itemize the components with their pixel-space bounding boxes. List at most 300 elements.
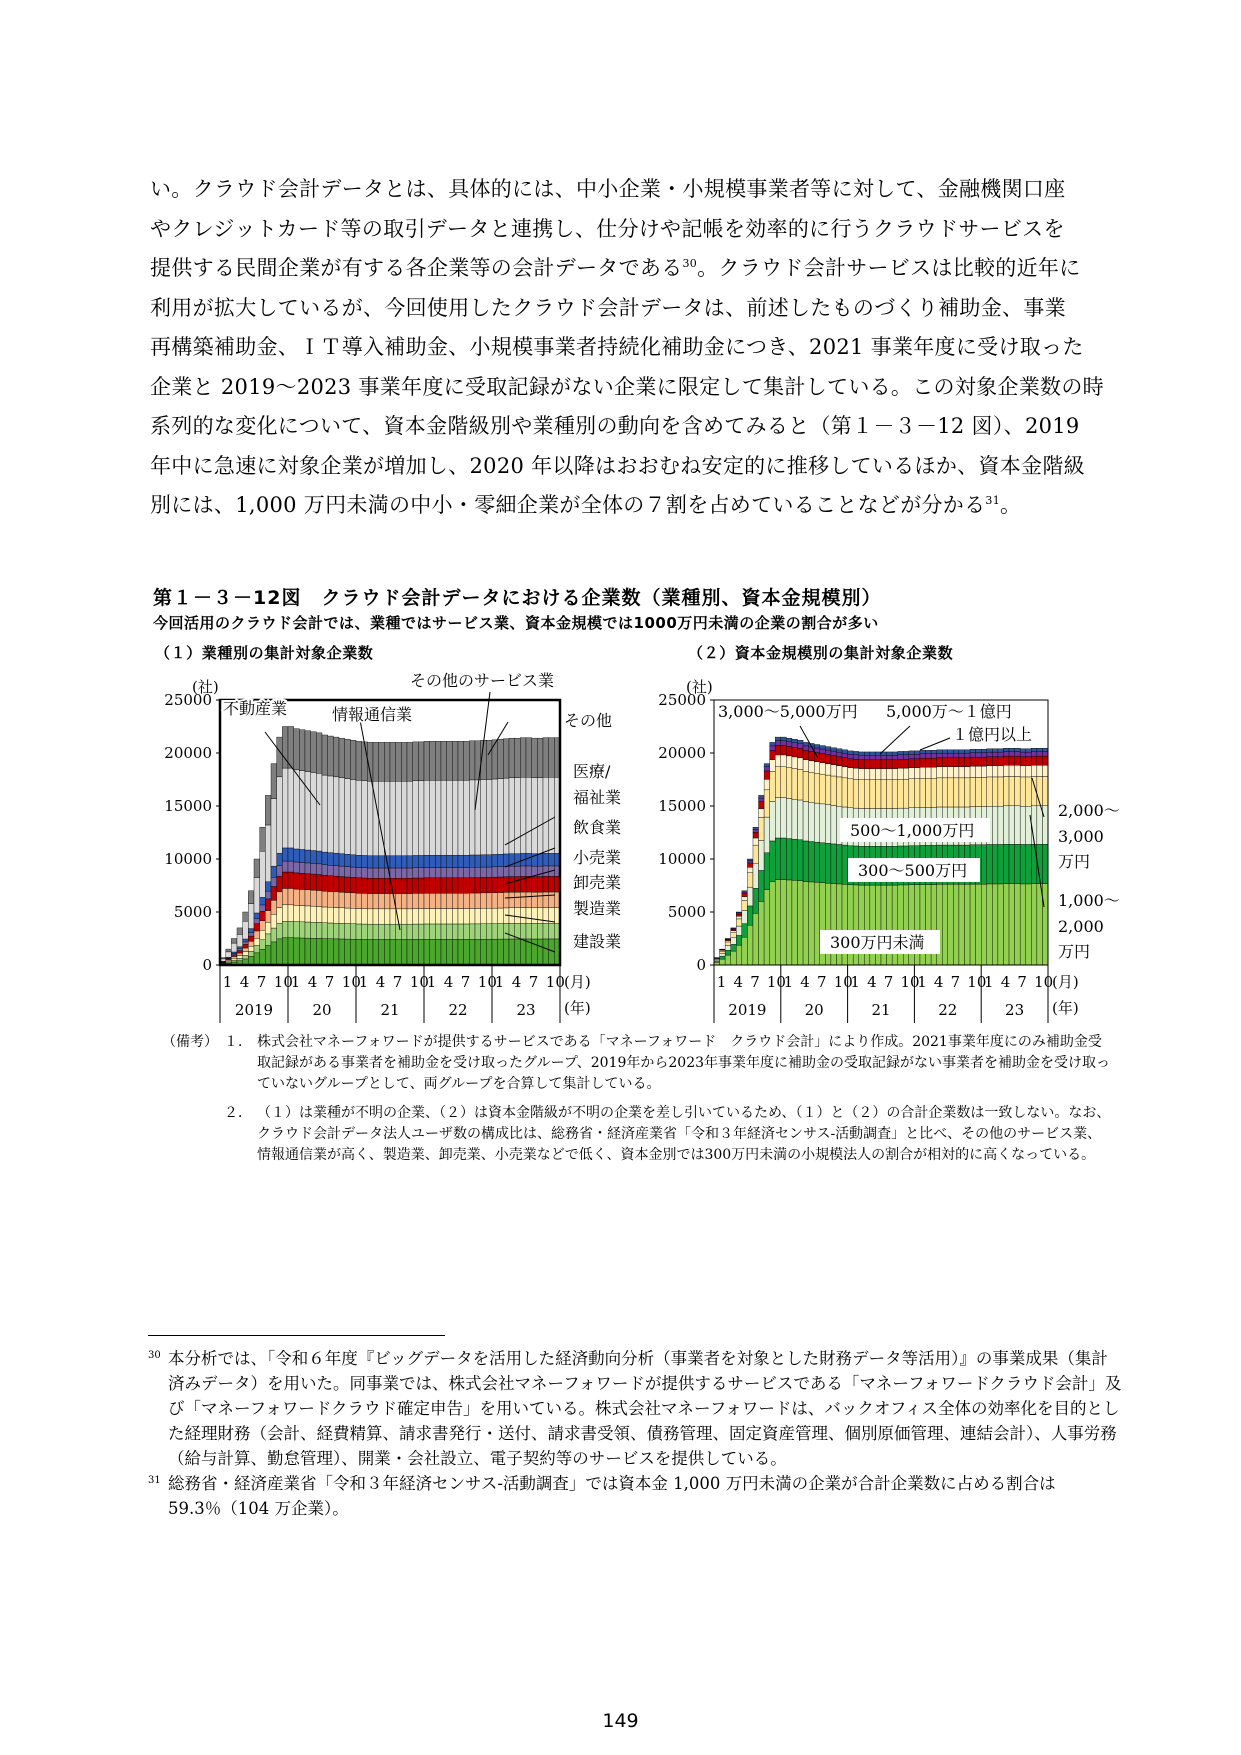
bar-segment: [526, 738, 532, 778]
bar-segment: [231, 960, 237, 962]
bar-segment: [870, 769, 876, 780]
bar-segment: [311, 772, 317, 850]
annotation-label: 2,000: [1058, 917, 1104, 936]
bar-segment: [294, 849, 300, 862]
bar-segment: [350, 877, 356, 892]
bar-segment: [288, 888, 294, 904]
bar-segment: [831, 748, 837, 751]
bar-segment: [328, 865, 334, 876]
x-tick-label: 7: [324, 973, 335, 991]
bar-segment: [424, 868, 430, 878]
bar-segment: [953, 758, 959, 767]
bar-segment: [526, 853, 532, 866]
bar-segment: [1026, 749, 1032, 752]
bar-segment: [481, 855, 487, 867]
bar-segment: [537, 923, 543, 939]
bar-segment: [294, 729, 300, 770]
bar-segment: [350, 924, 356, 939]
bar-segment: [237, 949, 243, 951]
bar-segment: [1003, 752, 1009, 757]
bar-segment: [753, 845, 759, 864]
x-tick-label: 10: [967, 973, 987, 991]
industry-bars: [220, 727, 560, 966]
bar-segment: [1026, 766, 1032, 777]
bar-segment: [1003, 765, 1009, 776]
bar-segment: [814, 882, 820, 965]
bar-segment: [742, 900, 748, 910]
bar-segment: [731, 933, 737, 938]
bar-segment: [1009, 752, 1015, 757]
bar-segment: [942, 884, 948, 965]
bar-segment: [316, 864, 322, 875]
bar-segment: [356, 868, 362, 878]
bar-segment: [311, 874, 317, 890]
bar-segment: [537, 854, 543, 866]
bar-segment: [942, 767, 948, 778]
bar-segment: [1037, 756, 1043, 765]
bar-segment: [481, 877, 487, 892]
bar-segment: [786, 742, 792, 747]
bar-segment: [526, 876, 532, 892]
bar-segment: [1015, 752, 1021, 757]
footnote-text: 総務省・経済産業省「令和３年経済センサス‐活動調査」では資本金 1,000 万円未満の企業が合計企業数に占める割合は 59.3％（104 万企業）。: [168, 1474, 1056, 1518]
bar-segment: [401, 924, 407, 939]
bar-segment: [288, 872, 294, 888]
bar-segment: [464, 878, 470, 893]
bar-segment: [418, 781, 424, 856]
bar-segment: [271, 942, 277, 965]
footnote-number: 31: [148, 1475, 161, 1486]
bar-segment: [520, 923, 526, 939]
bar-segment: [543, 777, 549, 853]
body-line: 再構築補助金、ＩＴ導入補助金、小規模事業者持続化補助金につき、2021 事業年度に受け取った: [150, 335, 1084, 359]
bar-segment: [469, 893, 475, 908]
bar-segment: [384, 894, 390, 909]
bar-segment: [747, 867, 753, 873]
bar-segment: [475, 855, 481, 867]
bar-segment: [959, 753, 965, 757]
bar-segment: [920, 778, 926, 807]
bar-segment: [892, 769, 898, 780]
bar-segment: [401, 856, 407, 868]
bar-segment: [407, 909, 413, 924]
page-number: 149: [602, 1710, 639, 1732]
bar-segment: [892, 755, 898, 759]
bar-segment: [1026, 752, 1032, 757]
footnote-ref-31[interactable]: 31: [985, 494, 1000, 507]
bar-segment: [887, 755, 893, 759]
bar-segment: [914, 754, 920, 758]
bar-segment: [407, 894, 413, 909]
bar-segment: [271, 866, 277, 877]
x-tick-label: 1: [426, 973, 437, 991]
bar-segment: [1026, 884, 1032, 965]
bar-segment: [464, 868, 470, 878]
bar-segment: [965, 778, 971, 807]
bar-segment: [316, 851, 322, 864]
bar-segment: [831, 805, 837, 843]
bar-segment: [864, 780, 870, 809]
bar-segment: [714, 961, 720, 962]
footnote-ref-30[interactable]: 30: [682, 257, 698, 270]
bar-segment: [1015, 756, 1021, 765]
bar-segment: [836, 757, 842, 766]
bar-segment: [909, 751, 915, 754]
bar-segment: [875, 760, 881, 769]
bar-segment: [464, 909, 470, 924]
bar-segment: [475, 908, 481, 923]
bar-segment: [998, 749, 1004, 752]
notes-head: （備考）: [162, 1034, 218, 1050]
bar-segment: [254, 931, 260, 938]
bar-segment: [447, 780, 453, 855]
x-year-label: 22: [448, 1001, 468, 1019]
y-tick-label: 5000: [667, 903, 706, 921]
bar-segment: [447, 878, 453, 893]
bar-segment: [720, 953, 726, 956]
bar-segment: [798, 740, 804, 744]
bar-segment: [537, 908, 543, 924]
bar-segment: [759, 795, 765, 798]
bar-segment: [814, 762, 820, 773]
bar-segment: [401, 868, 407, 878]
bar-segment: [424, 878, 430, 893]
bar-segment: [322, 735, 328, 775]
bar-segment: [356, 878, 362, 893]
bar-segment: [396, 924, 402, 939]
bar-segment: [339, 877, 345, 893]
bar-segment: [288, 905, 294, 921]
bar-segment: [959, 778, 965, 807]
bar-segment: [992, 749, 998, 752]
bar-segment: [311, 906, 317, 922]
bar-segment: [226, 952, 232, 957]
x-tick-label: 4: [800, 973, 810, 991]
bar-segment: [887, 760, 893, 769]
bar-segment: [492, 779, 498, 854]
bar-segment: [543, 939, 549, 965]
bar-segment: [903, 751, 909, 754]
bar-segment: [492, 908, 498, 924]
annotation-label: 5,000万～１億円: [886, 702, 1012, 721]
bar-segment: [339, 908, 345, 924]
bar-segment: [953, 750, 959, 753]
bar-segment: [237, 947, 243, 949]
bar-segment: [396, 894, 402, 909]
bar-segment: [549, 853, 555, 866]
bar-segment: [260, 905, 266, 911]
bar-segment: [435, 868, 441, 878]
bar-segment: [1042, 765, 1048, 776]
bar-segment: [948, 758, 954, 767]
bar-segment: [407, 939, 413, 965]
bar-segment: [384, 939, 390, 965]
bar-segment: [870, 752, 876, 755]
bar-segment: [909, 754, 915, 758]
bar-segment: [226, 949, 232, 952]
bar-segment: [396, 781, 402, 856]
x-tick-label: 4: [1000, 973, 1011, 991]
bar-segment: [770, 771, 776, 801]
bar-segment: [831, 844, 837, 884]
body-line: 企業と 2019～2023 事業年度に受取記録がない企業に限定して集計している。この対象企業数の時: [150, 374, 1104, 399]
bar-segment: [458, 741, 464, 780]
bar-segment: [948, 884, 954, 965]
bar-segment: [430, 855, 436, 867]
bar-segment: [299, 906, 305, 922]
bar-segment: [920, 750, 926, 753]
bar-segment: [764, 889, 770, 965]
annotation-label: 500～1,000万円: [850, 821, 975, 840]
x-year-unit-label: (年): [1052, 999, 1079, 1017]
bar-segment: [970, 749, 976, 752]
bar-segment: [775, 838, 781, 880]
bar-segment: [987, 749, 993, 752]
bar-segment: [311, 732, 317, 773]
bar-segment: [367, 939, 373, 965]
y-tick-label: 15000: [164, 797, 212, 815]
bar-segment: [759, 901, 765, 965]
bar-segment: [515, 892, 521, 908]
bar-segment: [384, 878, 390, 893]
bar-segment: [948, 778, 954, 807]
bar-segment: [820, 774, 826, 804]
bar-segment: [260, 930, 266, 939]
bar-segment: [914, 759, 920, 768]
bar-segment: [260, 940, 266, 949]
bar-segment: [458, 909, 464, 924]
bar-segment: [998, 752, 1004, 757]
bar-segment: [458, 855, 464, 867]
bar-segment: [903, 768, 909, 779]
bar-segment: [503, 866, 509, 876]
bar-segment: [362, 855, 368, 867]
bar-segment: [322, 875, 328, 891]
bar-segment: [853, 759, 859, 768]
bar-segment: [931, 778, 937, 807]
bar-segment: [305, 731, 311, 772]
bar-segment: [260, 851, 266, 897]
bar-segment: [469, 939, 475, 965]
bar-segment: [515, 866, 521, 876]
bar-segment: [464, 893, 470, 908]
bar-segment: [469, 878, 475, 893]
bar-segment: [435, 878, 441, 893]
bar-segment: [881, 755, 887, 759]
bar-segment: [848, 779, 854, 808]
bar-segment: [379, 909, 385, 924]
bar-segment: [970, 777, 976, 806]
note-number: ２．: [224, 1105, 252, 1121]
bar-segment: [1042, 756, 1048, 765]
bar-segment: [492, 854, 498, 866]
y-tick-label: 10000: [164, 850, 212, 868]
figure-title: 第１－３－12図 クラウド会計データにおける企業数（業種別、資本金規模別）: [153, 587, 882, 609]
bar-segment: [781, 737, 787, 741]
bar-segment: [853, 779, 859, 808]
annotation-label: 300万円未満: [830, 933, 925, 952]
bar-segment: [373, 909, 379, 924]
bar-segment: [430, 909, 436, 924]
bar-segment: [786, 738, 792, 742]
bar-segment: [305, 906, 311, 922]
bar-segment: [781, 838, 787, 880]
bar-segment: [898, 779, 904, 808]
bar-segment: [909, 768, 915, 779]
bar-segment: [1015, 748, 1021, 751]
bar-segment: [413, 855, 419, 867]
bar-segment: [549, 939, 555, 965]
bar-segment: [825, 775, 831, 805]
bar-segment: [322, 775, 328, 852]
bar-segment: [775, 737, 781, 741]
bar-segment: [356, 741, 362, 780]
bar-segment: [424, 909, 430, 924]
bar-segment: [464, 855, 470, 867]
bar-segment: [339, 866, 345, 876]
bar-segment: [859, 769, 865, 780]
bar-segment: [731, 929, 737, 931]
bar-segment: [898, 755, 904, 759]
bar-segment: [998, 757, 1004, 766]
bar-segment: [305, 772, 311, 850]
bar-segment: [498, 867, 504, 877]
bar-segment: [379, 856, 385, 868]
bar-segment: [469, 908, 475, 923]
bar-segment: [316, 906, 322, 922]
bar-segment: [464, 741, 470, 780]
bar-segment: [362, 742, 368, 781]
bar-segment: [322, 891, 328, 907]
bar-segment: [396, 939, 402, 965]
bar-segment: [1042, 748, 1048, 751]
bar-segment: [481, 908, 487, 923]
note-text: 株式会社マネーフォワードが提供するサービスである「マネーフォワード クラウド会計」により作成。2021事業年度にのみ補助金受取記録がある事業者を補助金を受け取ったグループ、2019年から2023年事業年度に補助金の受取記録がない事業者を補助金を受け取っていないグループとして、両グループを合算して集計している。: [257, 1034, 1111, 1092]
bar-segment: [914, 751, 920, 754]
bar-segment: [931, 750, 937, 753]
bar-segment: [1020, 752, 1026, 757]
bar-segment: [515, 854, 521, 866]
bar-segment: [742, 897, 748, 901]
bar-segment: [825, 750, 831, 755]
bar-segment: [825, 755, 831, 764]
bar-segment: [424, 924, 430, 939]
footnote-30: [148, 1346, 1123, 1471]
bar-segment: [401, 894, 407, 909]
bar-segment: [441, 878, 447, 893]
body-line: 年中に急速に対象企業が増加し、2020 年以降はおおむね安定的に推移しているほか、資本金階級: [150, 453, 1085, 478]
bar-segment: [277, 939, 283, 965]
bar-segment: [452, 893, 458, 908]
bar-segment: [764, 817, 770, 853]
bar-segment: [520, 738, 526, 778]
bar-segment: [814, 745, 820, 748]
bar-segment: [976, 777, 982, 806]
bar-segment: [520, 892, 526, 908]
bar-segment: [859, 752, 865, 755]
bar-segment: [515, 877, 521, 893]
bar-segment: [786, 839, 792, 880]
bar-segment: [282, 872, 288, 888]
bar-segment: [305, 863, 311, 874]
footnote-divider: [148, 1335, 445, 1336]
bar-segment: [987, 777, 993, 806]
bar-segment: [503, 939, 509, 965]
bar-segment: [384, 742, 390, 781]
body-line: 系列的な変化について、資本金階級別や業種別の動向を含めてみると（第１－３－12 図）、2019: [150, 414, 1080, 438]
body-line: 利用が拡大しているが、今回使用したクラウド会計データは、前述したものづくり補助金、事業: [150, 295, 1066, 320]
bar-segment: [333, 876, 339, 892]
bar-segment: [792, 839, 798, 880]
bar-segment: [814, 773, 820, 803]
bar-segment: [418, 939, 424, 965]
bar-segment: [254, 946, 260, 953]
bar-segment: [339, 923, 345, 939]
bar-segment: [475, 939, 481, 965]
bar-segment: [1042, 806, 1048, 844]
bar-segment: [447, 855, 453, 867]
x-tick-label: 7: [528, 973, 539, 991]
x-year-label: 21: [871, 1001, 891, 1019]
bar-segment: [413, 742, 419, 781]
bar-segment: [503, 778, 509, 854]
x-tick-label: 1: [222, 973, 233, 991]
bar-segment: [942, 778, 948, 807]
bar-segment: [937, 750, 943, 753]
bar-segment: [237, 953, 243, 956]
bar-segment: [1020, 884, 1026, 965]
x-year-label: 2019: [234, 1001, 274, 1019]
x-tick-label: 4: [239, 973, 250, 991]
bar-segment: [475, 878, 481, 893]
bar-segment: [987, 766, 993, 777]
bar-segment: [333, 737, 339, 777]
bar-segment: [859, 760, 865, 769]
bar-segment: [1031, 884, 1037, 965]
bar-segment: [373, 856, 379, 868]
bar-segment: [277, 876, 283, 892]
bar-segment: [1009, 748, 1015, 751]
bar-segment: [316, 922, 322, 938]
bar-segment: [537, 877, 543, 893]
bar-segment: [736, 914, 742, 916]
annotation-label: 小売業: [573, 848, 622, 867]
bar-segment: [260, 921, 266, 930]
bar-segment: [345, 908, 351, 924]
bar-segment: [299, 873, 305, 889]
bar-segment: [998, 884, 1004, 965]
bar-segment: [937, 753, 943, 757]
x-tick-label: 10: [409, 973, 429, 991]
body-line: 。クラウド会計サービスは比較的近年に: [697, 256, 1081, 280]
bar-segment: [998, 806, 1004, 844]
bar-segment: [486, 908, 492, 923]
capital-chart: [658, 670, 1140, 1030]
bar-segment: [836, 752, 842, 757]
note-number: １．: [224, 1034, 252, 1050]
bar-segment: [294, 938, 300, 965]
bar-segment: [447, 893, 453, 908]
x-unit-label: (月): [564, 973, 591, 991]
bar-segment: [362, 868, 368, 878]
bar-segment: [367, 781, 373, 856]
bar-segment: [339, 854, 345, 866]
bar-segment: [903, 779, 909, 808]
bar-segment: [294, 922, 300, 938]
bar-segment: [441, 893, 447, 908]
bar-segment: [742, 891, 748, 892]
bar-segment: [333, 777, 339, 853]
